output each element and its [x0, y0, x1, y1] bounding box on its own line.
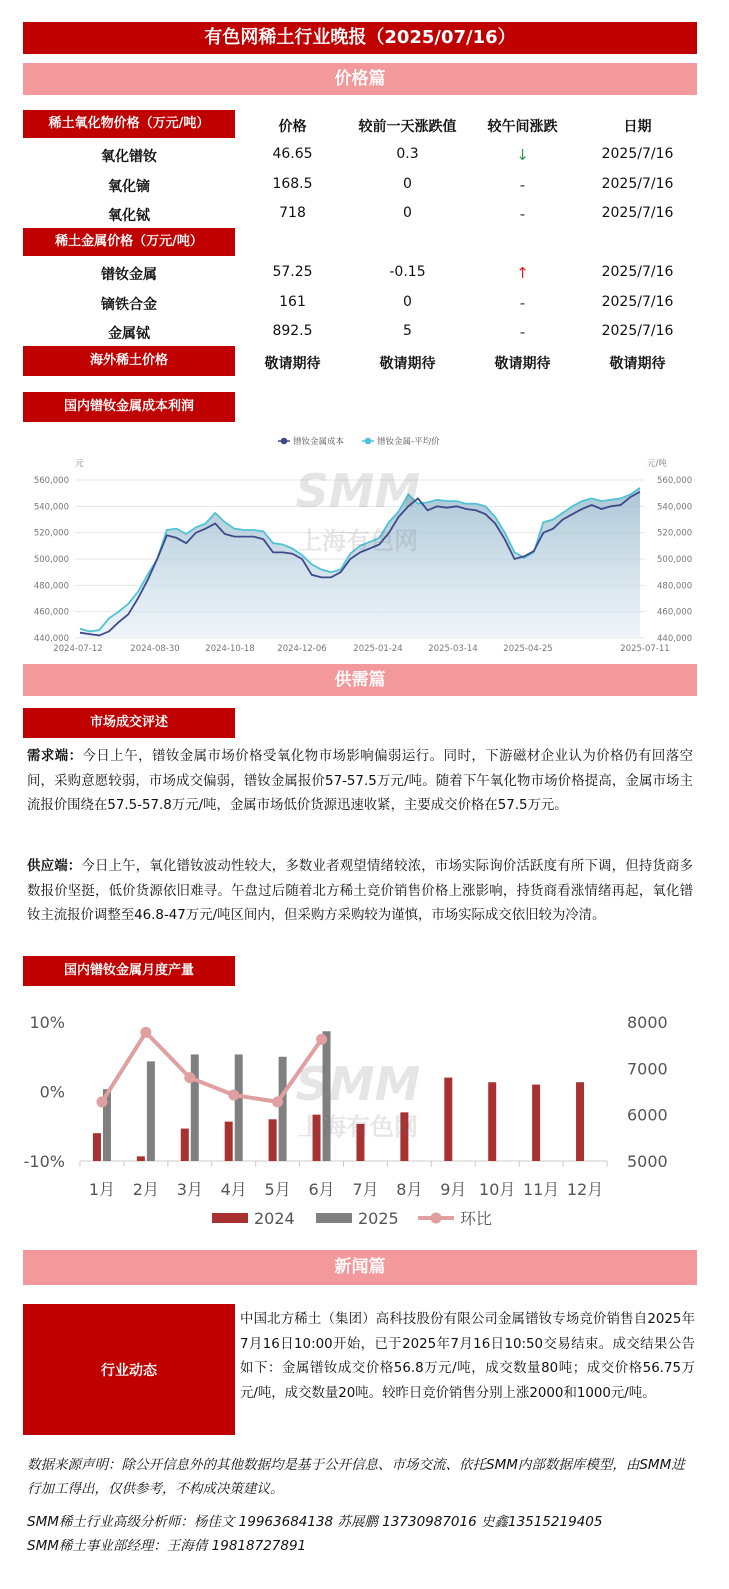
- x-tick-label: 8月: [396, 1180, 423, 1199]
- row-change: -0.15: [389, 264, 426, 280]
- bar-2024: [488, 1082, 496, 1161]
- y-tick-right: 460,000: [657, 607, 693, 618]
- row-name: 镝铁合金: [101, 296, 157, 313]
- watermark: [296, 1057, 421, 1141]
- x-tick-label: 3月: [176, 1180, 203, 1199]
- row-date: 2025/7/16: [601, 323, 674, 339]
- y-tick-right: 7000: [627, 1059, 668, 1079]
- legend-marker: [365, 438, 372, 445]
- legend-marker: [431, 1213, 442, 1224]
- x-tick-label: 2025-03-14: [428, 644, 478, 654]
- bar-2024: [532, 1085, 540, 1161]
- report-title: 有色网稀土行业晚报（2025/07/16）: [23, 22, 697, 54]
- x-tick-label: 1月: [88, 1180, 116, 1199]
- section-price: 价格篇: [23, 63, 697, 95]
- y-tick-right: 560,000: [657, 476, 693, 486]
- news-text: 中国北方稀土（集团）高科技股份有限公司金属镨钕专场竞价销售自2025年7月16日10:00开始，已于2025年7月16日10:50交易结束。成交结果公告如下：金属镨钕成交价格56.8万元/吨，成交数量80吨；成交价格56.75万元/吨，成交数量20吨。较昨日竞价销售分别上涨2000和1000元/吨。: [240, 1312, 695, 1401]
- x-tick-label: 4月: [220, 1180, 247, 1199]
- x-tick-label: 2月: [132, 1180, 159, 1199]
- x-tick-label: 2024-08-30: [130, 644, 180, 654]
- row-price: 46.65: [272, 146, 313, 162]
- row-price: 161: [279, 293, 306, 310]
- manager-contact: SMM稀土事业部经理：王海倩 19818727891: [27, 1538, 307, 1554]
- bar-2024: [137, 1156, 145, 1161]
- watermark-brand: SMM: [295, 464, 421, 518]
- row-price: 168.5: [272, 175, 313, 192]
- y-tick-right: 5000: [627, 1152, 668, 1171]
- demand-label: 需求端：: [27, 749, 83, 764]
- y-tick-right: 540,000: [657, 502, 693, 513]
- y-tick-left: 520,000: [33, 528, 69, 539]
- row-trend: -: [519, 293, 526, 312]
- legend-marker: [281, 438, 288, 445]
- row-change: 5: [403, 323, 412, 339]
- row-price: 892.5: [272, 323, 313, 339]
- data-source-note: 数据来源声明：除公开信息外的其他数据均是基于公开信息、市场交流、依托SMM内部数据库模型，由SMM进行加工得出，仅供参考，不构成决策建议。: [27, 1457, 685, 1497]
- row-name: 氧化铽: [108, 208, 150, 224]
- bar-2025: [191, 1054, 199, 1161]
- cost-profit-chart: [0, 425, 729, 665]
- row-price: 718: [279, 205, 306, 221]
- y-tick-right: 6000: [627, 1105, 668, 1125]
- bar-2024: [225, 1122, 233, 1161]
- x-tick-label: 11月: [522, 1180, 560, 1199]
- x-tick-label: 7月: [352, 1180, 379, 1199]
- mom-point: [140, 1027, 151, 1038]
- y-tick-left: -10%: [23, 1152, 65, 1171]
- y-tick-right: 500,000: [657, 555, 693, 565]
- row-date: 2025/7/16: [601, 293, 674, 310]
- y-tick-left: 480,000: [33, 581, 69, 592]
- legend-label: 镨钕金属成本: [293, 437, 345, 447]
- row-name: 金属铽: [108, 326, 150, 342]
- row-date: 2025/7/16: [601, 175, 674, 192]
- y-unit-right: 元/吨: [647, 459, 667, 469]
- legend-swatch: [212, 1213, 248, 1223]
- mom-line: [102, 1032, 322, 1102]
- bar-2025: [235, 1054, 243, 1161]
- row-price: 57.25: [272, 264, 313, 280]
- demand-text: 今日上午，镨钕金属市场价格受氧化物市场影响偏弱运行。同时，下游磁材企业认为价格仍有回落空间，采购意愿较弱，市场成交偏弱，镨钕金属报价57-57.5万元/吨。随着下午氧化物市场价格提高，金属市场主流报价围绕在57.5-57.8万元/吨，金属市场低价货源迅速收紧，主要成交价格在57.5万元。: [27, 749, 694, 813]
- row-change: 0: [403, 175, 412, 192]
- monthly-output-chart: [0, 990, 729, 1235]
- row-change: 0.3: [396, 146, 419, 162]
- col-noon: 较午间涨跌: [487, 119, 558, 135]
- row-date: 2025/7/16: [601, 264, 674, 280]
- bar-2025: [147, 1061, 155, 1161]
- mom-point: [316, 1034, 327, 1045]
- row-name: 氧化镝: [108, 178, 150, 195]
- overseas-noon: 敬请期待: [494, 356, 551, 372]
- overseas-change: 敬请期待: [379, 356, 436, 372]
- y-tick-right: 8000: [627, 1013, 668, 1032]
- row-trend: -: [519, 175, 526, 194]
- y-tick-left: 0%: [39, 1082, 65, 1102]
- watermark-cn: 上海有色网: [298, 1113, 418, 1141]
- row-name: 氧化镨钕: [101, 149, 157, 165]
- overseas-price: 敬请期待: [264, 356, 321, 372]
- x-tick-label: 10月: [479, 1180, 516, 1199]
- chart2-title: 国内镨钕金属月度产量: [23, 956, 235, 986]
- x-tick-label: 2025-01-24: [353, 644, 403, 654]
- mom-point: [272, 1096, 283, 1107]
- section-news: 新闻篇: [23, 1250, 697, 1285]
- col-price: 价格: [278, 119, 307, 135]
- y-tick-left: 460,000: [33, 607, 69, 618]
- chart1-title: 国内镨钕金属成本利润: [23, 392, 235, 422]
- legend-label: 2024: [254, 1209, 295, 1228]
- row-date: 2025/7/16: [601, 205, 674, 221]
- mom-point: [184, 1072, 195, 1083]
- x-tick-label: 5月: [264, 1180, 291, 1199]
- row-trend: ↑: [516, 264, 529, 282]
- col-change: 较前一天涨跌值: [358, 119, 457, 135]
- y-tick-left: 540,000: [33, 502, 69, 513]
- supply-text: 今日上午，氧化镨钕波动性较大，多数业者观望情绪较浓，市场实际询价活跃度有所下调，但持货商多数报价坚挺，低价货源依旧难寻。午盘过后随着北方稀土竞价销售价格上涨影响，持货商看涨情绪再起，氧化镨钕主流报价调整至46.8-47万元/吨区间内，但采购方采购较为谨慎，市场实际成交依旧较为冷清。: [27, 859, 694, 923]
- supply-label: 供应端：: [27, 859, 82, 874]
- watermark: [296, 464, 421, 555]
- y-tick-right: 440,000: [657, 634, 693, 644]
- y-tick-left: 10%: [29, 1013, 65, 1032]
- bar-2024: [269, 1119, 277, 1161]
- mom-point: [96, 1096, 107, 1107]
- row-trend: -: [519, 205, 526, 223]
- legend-label: 2025: [358, 1209, 399, 1228]
- x-tick-label: 2024-10-18: [205, 644, 255, 654]
- row-trend: ↓: [516, 146, 529, 164]
- row-trend: -: [519, 323, 526, 341]
- x-tick-label: 2024-12-06: [277, 644, 327, 654]
- x-tick-label: 9月: [440, 1180, 467, 1199]
- bar-2024: [444, 1078, 452, 1161]
- y-tick-left: 560,000: [33, 476, 69, 486]
- legend-label: 镨钕金属-平均价: [377, 437, 440, 447]
- group-oxide-label: 稀土氧化物价格（万元/吨）: [23, 110, 235, 138]
- bar-2024: [576, 1082, 584, 1161]
- bar-2024: [93, 1133, 101, 1161]
- y-tick-right: 520,000: [657, 528, 693, 539]
- y-tick-right: 480,000: [657, 581, 693, 592]
- market-title: 市场成交评述: [23, 708, 235, 738]
- watermark-brand: SMM: [295, 1057, 421, 1111]
- x-tick-label: 2025-07-11: [620, 644, 670, 654]
- bar-2025: [279, 1057, 287, 1161]
- y-tick-left: 440,000: [33, 634, 69, 644]
- legend-swatch: [316, 1213, 352, 1223]
- group-overseas-label: 海外稀土价格: [23, 346, 235, 376]
- news-label: 行业动态: [23, 1304, 235, 1435]
- x-tick-label: 12月: [566, 1180, 604, 1199]
- y-tick-left: 500,000: [33, 555, 69, 565]
- demand-paragraph: [27, 745, 693, 819]
- bar-2024: [181, 1129, 189, 1161]
- analyst-contacts: SMM稀土行业高级分析师：杨佳文 19963684138 苏展鹏 13730987016 史鑫13515219405: [27, 1514, 603, 1530]
- y-unit-left: 元: [75, 459, 84, 469]
- col-date: 日期: [623, 119, 652, 135]
- row-name: 镨钕金属: [101, 267, 157, 283]
- legend-label: 环比: [460, 1209, 493, 1228]
- supply-paragraph: [27, 855, 693, 929]
- row-change: 0: [403, 205, 412, 221]
- mom-point: [228, 1089, 239, 1100]
- x-tick-label: 2025-04-25: [503, 644, 553, 654]
- watermark-cn: 上海有色网: [298, 527, 418, 555]
- row-date: 2025/7/16: [601, 146, 674, 162]
- section-supply: 供需篇: [23, 664, 697, 696]
- x-tick-label: 2024-07-12: [53, 644, 103, 654]
- group-metal-label: 稀土金属价格（万元/吨）: [23, 228, 235, 256]
- row-change: 0: [403, 293, 412, 310]
- overseas-date: 敬请期待: [609, 356, 666, 372]
- x-tick-label: 6月: [308, 1180, 335, 1199]
